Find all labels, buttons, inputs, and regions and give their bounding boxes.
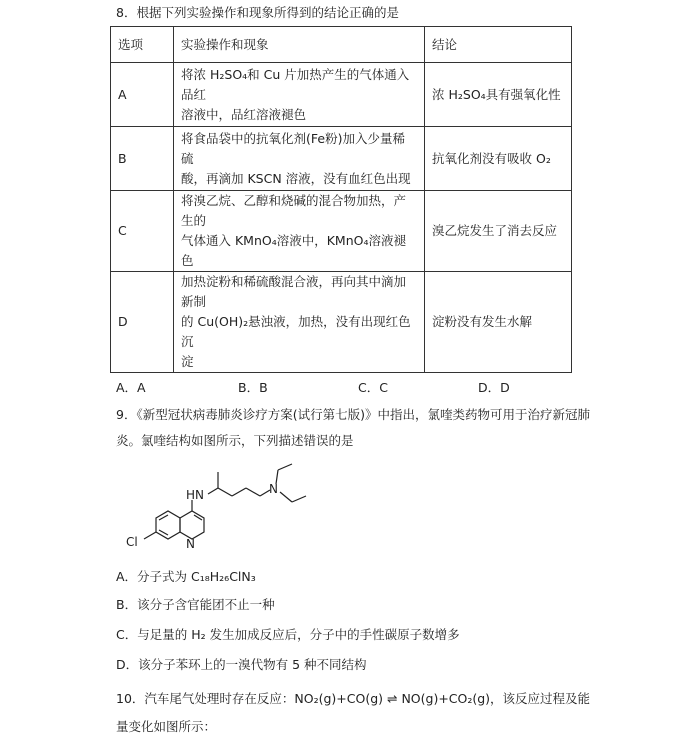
q8-table (110, 26, 572, 373)
op-line: 溶液中，品红溶液褪色 (181, 106, 307, 122)
table-row (111, 272, 572, 373)
header-conclusion: 结论 (425, 27, 572, 63)
cl-label: Cl (126, 535, 138, 549)
row-conclusion: 淀粉没有发生水解 (425, 272, 572, 373)
q8-option-c: C．C (358, 380, 388, 395)
header-option: 选项 (111, 27, 174, 63)
op-line: 的 Cu(OH)₂悬浊液，加热，没有出现红色沉 (181, 314, 411, 349)
q9-option-b: B．该分子含官能团不止一种 (116, 597, 275, 612)
q10-line2: 量变化如图所示： (116, 719, 217, 734)
op-line: 将浓 H₂SO₄和 Cu 片加热产生的气体通入品红 (181, 66, 410, 102)
q10-line1: 10．汽车尾气处理时存在反应：NO₂(g)+CO(g) ⇌ NO(g)+CO₂(g)，该反应过程及能 (116, 691, 591, 706)
row-label: A (111, 63, 174, 127)
table-row (111, 127, 572, 191)
table-header-row (111, 27, 572, 63)
row-operation (174, 272, 425, 373)
q9-stem-line1: 9．《新型冠状病毒肺炎诊疗方案(试行第七版)》中指出，氯喹类药物可用于治疗新冠肺 (116, 407, 590, 422)
q9-option-d: D．该分子苯环上的一溴代物有 5 种不同结构 (116, 657, 367, 672)
q8-option-d: D．D (478, 380, 510, 395)
row-label: B (111, 127, 174, 191)
q8-option-b: B．B (238, 380, 268, 395)
q8-option-a: A．A (116, 380, 146, 395)
ring-n-label: N (186, 537, 195, 551)
hn-label: HN (186, 488, 204, 502)
row-operation (174, 63, 425, 127)
op-line: 酸，再滴加 KSCN 溶液，没有血红色出现 (181, 170, 411, 186)
row-label: C (111, 191, 174, 272)
table-row (111, 63, 572, 127)
header-operation: 实验操作和现象 (174, 27, 425, 63)
q9-option-a: A．分子式为 C₁₈H₂₆ClN₃ (116, 569, 256, 584)
table-row (111, 191, 572, 272)
op-line: 气体通入 KMnO₄溶液中，KMnO₄溶液褪色 (181, 233, 406, 268)
op-line: 加热淀粉和稀硫酸混合液，再向其中滴加新制 (181, 274, 407, 309)
q9-option-c: C．与足量的 H₂ 发生加成反应后，分子中的手性碳原子数增多 (116, 627, 460, 642)
op-line: 将溴乙烷、乙醇和烧碱的混合物加热，产生的 (181, 193, 407, 228)
row-operation (174, 127, 425, 191)
amine-n-label: N (269, 482, 278, 496)
q8-stem: 8．根据下列实验操作和现象所得到的结论正确的是 (116, 5, 399, 20)
row-conclusion: 抗氧化剂没有吸收 O₂ (425, 127, 572, 191)
row-label: D (111, 272, 174, 373)
row-conclusion: 浓 H₂SO₄具有强氧化性 (425, 63, 572, 127)
q9-stem-line2: 炎。氯喹结构如图所示，下列描述错误的是 (116, 433, 354, 448)
row-operation (174, 191, 425, 272)
row-conclusion: 溴乙烷发生了消去反应 (425, 191, 572, 272)
chloroquine-structure (120, 462, 320, 562)
op-line: 淀 (181, 354, 194, 369)
op-line: 将食品袋中的抗氧化剂(Fe粉)加入少量稀硫 (181, 130, 405, 166)
